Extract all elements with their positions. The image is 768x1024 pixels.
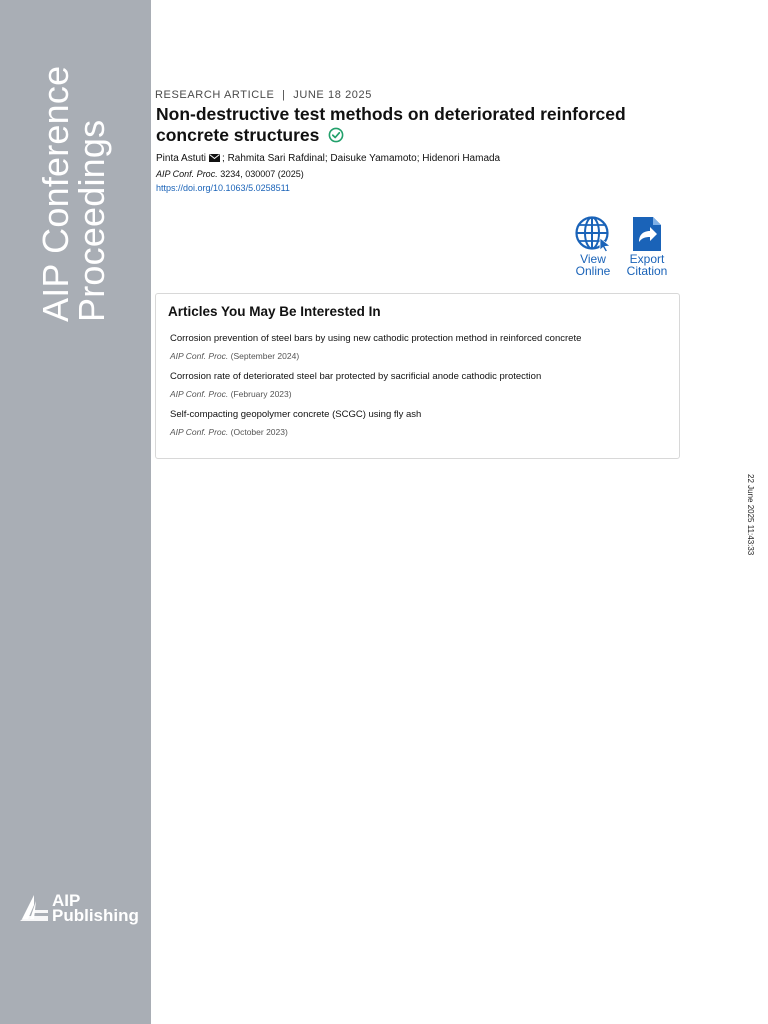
export-icon bbox=[632, 216, 662, 252]
download-timestamp: 22 June 2025 11:43:33 bbox=[746, 474, 755, 556]
related-articles-box bbox=[155, 293, 680, 459]
meta-separator: | bbox=[282, 89, 286, 101]
check-circle-icon[interactable] bbox=[328, 127, 344, 143]
journal-name bbox=[35, 22, 112, 322]
author-name[interactable]: Pinta Astuti bbox=[156, 153, 207, 164]
article-title bbox=[156, 104, 676, 146]
journal-name-line1: AIP Conference bbox=[35, 65, 76, 322]
related-article-date: (September 2024) bbox=[230, 351, 300, 361]
export-citation-line2: Citation bbox=[626, 264, 668, 278]
view-online-line2: Online bbox=[575, 264, 611, 278]
related-article-title[interactable]: Self-compacting geopolymer concrete (SCGC) using fly ash bbox=[170, 409, 422, 420]
related-article-journal: AIP Conf. Proc. bbox=[170, 351, 229, 361]
envelope-icon[interactable] bbox=[209, 154, 220, 162]
author-list bbox=[156, 153, 500, 164]
related-article-date: (February 2023) bbox=[230, 389, 292, 399]
citation-journal: AIP Conf. Proc. bbox=[156, 169, 218, 179]
related-article-title[interactable]: Corrosion prevention of steel bars by using new cathodic protection method in reinforced concrete bbox=[170, 333, 582, 344]
publisher-line1: AIP bbox=[52, 891, 81, 910]
journal-name-line2: Proceedings bbox=[71, 119, 112, 322]
publisher-logo[interactable] bbox=[18, 893, 139, 923]
export-citation-button[interactable] bbox=[624, 216, 670, 277]
related-article-journal: AIP Conf. Proc. bbox=[170, 427, 229, 437]
related-article-journal: AIP Conf. Proc. bbox=[170, 389, 229, 399]
related-article-source bbox=[170, 427, 288, 437]
article-type: RESEARCH ARTICLE bbox=[155, 89, 275, 101]
citation bbox=[156, 169, 304, 179]
related-article-source bbox=[170, 389, 292, 399]
export-citation-line1: Export bbox=[629, 252, 665, 266]
aip-logo-icon bbox=[18, 893, 50, 923]
related-article-date: (October 2023) bbox=[230, 427, 288, 437]
view-online-button[interactable] bbox=[571, 216, 615, 277]
related-article-source bbox=[170, 351, 299, 361]
co-authors[interactable]: ; Rahmita Sari Rafdinal; Daisuke Yamamoto; Hidenori Hamada bbox=[222, 153, 501, 164]
publisher-line2: Publishing bbox=[52, 906, 139, 925]
related-article-title[interactable]: Corrosion rate of deteriorated steel bar protected by sacrificial anode cathodic protection bbox=[170, 371, 542, 382]
article-date: JUNE 18 2025 bbox=[293, 89, 372, 101]
globe-icon bbox=[574, 216, 612, 252]
sidebar bbox=[0, 0, 151, 1024]
citation-volume: 3234, 030007 (2025) bbox=[220, 169, 304, 179]
view-online-line1: View bbox=[580, 252, 606, 266]
related-articles-heading: Articles You May Be Interested In bbox=[168, 304, 381, 319]
article-title-text: Non-destructive test methods on deteriorated reinforced concrete structures bbox=[156, 104, 626, 145]
doi-link[interactable]: https://doi.org/10.1063/5.0258511 bbox=[156, 183, 290, 193]
article-meta bbox=[155, 89, 372, 101]
